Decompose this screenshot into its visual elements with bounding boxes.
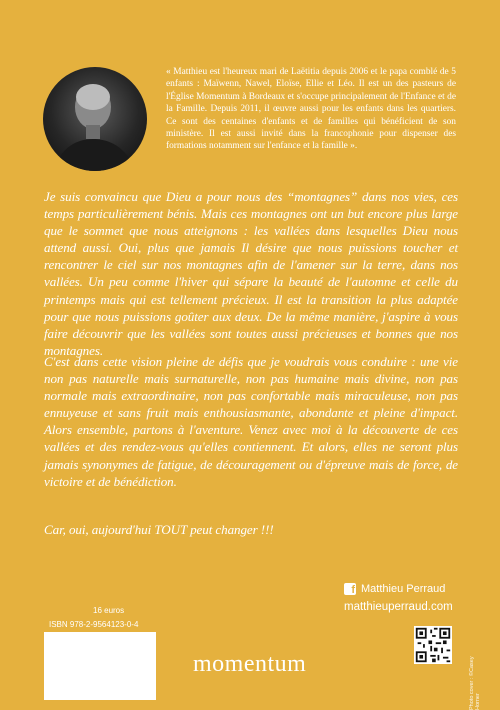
author-photo — [43, 67, 147, 171]
facebook-icon: f — [344, 583, 356, 595]
barcode-area — [44, 632, 156, 700]
isbn: ISBN 978-2-9564123-0-4 — [49, 620, 139, 629]
facebook-label: Matthieu Perraud — [361, 583, 446, 595]
facebook-link[interactable] — [344, 583, 445, 595]
price: 16 euros — [93, 606, 125, 615]
body-paragraph-2: C'est dans cette vision pleine de défis que je voudrais vous conduire : une vie non pas naturelle mais surnaturelle, non pas humaine mais divine, non pas normale mais extraordinaire, non pas confortable mais miraculeuse, non pas ennuyeuse et sans fruit mais enthousiasmante, abondante et pleine d'impact. Alors ensemble, partons à l'aventure. Venez avec moi à la découverte de ces vallées et des rendez-vous qu'elles contiennent. Et alors, elles ne seront plus jamais synonymes de fatigue, de découragement ou d'épreuve mais de force, de victoire et de bénédiction. — [44, 354, 458, 489]
qr-code-icon[interactable] — [414, 626, 452, 664]
body-paragraph-1: Je suis convaincu que Dieu a pour nous des “montagnes” dans nos vies, ces temps particulièrement bénis. Mais ces montagnes ont un but encore plus large que le sommet que nous atteignons : les vallées dans lesquelles Dieu nous attend aussi. Oui, plus que jamais Il désire que nous puissions toucher et rencontrer le ciel sur nos montagnes afin de l'amener sur la terre, dans nos vallées. Un peu comme l'hiver qui sépare la beauté de l'automne et celle du printemps mais qui est tellement précieux. Il est la transition la plus adaptée pour que nous puissions goûter aux deux. De la même manière, j'aspire à vous faire découvrir que les vallées sont toutes aussi précieuses et bonnes que nos montagnes. — [44, 189, 458, 358]
body-paragraph-3: Car, oui, aujourd'hui TOUT peut changer !!! — [44, 522, 274, 537]
website-link[interactable]: matthieuperraud.com — [344, 601, 453, 613]
photo-credit: Photo cover : ©Casey Horner — [469, 656, 481, 710]
author-bio: « Matthieu est l'heureux mari de Laëtitia depuis 2006 et le papa comblé de 5 enfants : Maïwenn, Nawel, Eloïse, Ellie et Léo. Il est un des pasteurs de l'Église Momentum à Bordeaux et s'occupe principalement de l'Enfance et de la Famille. Depuis 2011, il œuvre aussi pour les enfants dans les quartiers. Ce sont des centaines d'enfants et de familles qui bénéficient de son ministère. Il est aussi invité dans la francophonie pour dispenser des formations notamment sur l'enfance et la famille ». — [166, 67, 456, 152]
publisher-logo: momentum — [193, 651, 307, 677]
